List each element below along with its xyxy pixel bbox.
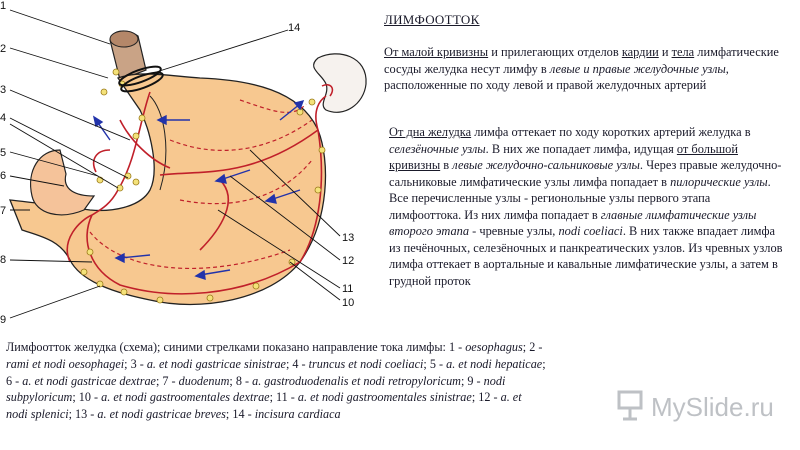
lymph-drainage-figure [0,0,370,340]
figure-label-7: 7 [0,205,7,217]
figure-label-9: 9 [0,314,7,326]
text-segment: селезёночные узлы [389,141,486,156]
text-segment: ; 10 - [72,390,102,405]
slide-title: ЛИМФООТТОК [384,12,480,27]
figure-label-4: 4 [0,112,7,124]
text-segment: ; 9 - [460,373,484,388]
figure-label-13: 13 [342,232,355,244]
text-segment: . В них также впадает лимфа из печёночных, селезёночных и панкреатических узлов. Из чревных узлов лимфа оттекает в аортальные и кавальные лимфатические узлы, а затем в грудной проток [389,224,783,288]
text-segment: ; 11 - [269,390,298,405]
paragraph-fundus-greater-curvature [389,124,785,289]
figure-label-12: 12 [342,255,355,267]
text-segment: a. et nodi gastricae sinistrae [146,356,286,371]
watermark-slide-icon [615,388,647,422]
figure-label-2: 2 [0,43,7,55]
text-segment: a. gastroduodenalis et nodi retropyloricum [252,373,461,388]
text-segment: пилорические узлы [670,174,768,189]
text-segment: ; 7 - [155,373,179,388]
text-segment: ; 3 - [124,356,147,371]
watermark-logo [615,388,780,428]
figure-label-5: 5 [0,147,7,159]
figure-label-11: 11 [342,283,354,295]
text-segment: a. et nodi gastricae dextrae [22,373,156,388]
text-segment: тела [671,45,695,59]
text-segment: ; 13 - [68,407,98,422]
text-segment: От дна желудка [389,125,472,139]
text-segment: incisura cardiaca [254,407,341,422]
text-segment: . В них же попадает лимфа, идущая [485,141,677,156]
figure-label-8: 8 [0,254,7,266]
text-segment: от большой кривизны [389,141,738,172]
text-segment: a. et nodi hepaticae [446,356,543,371]
text-segment: a. et nodi splenici [6,390,522,422]
text-segment: nodi coeliaci [558,224,623,238]
text-segment: , расположенные по ходу левой и правой желудочных артерий [384,61,729,92]
esophagus-opening [110,31,138,47]
text-segment: главные лимфатические узлы второго этапа [389,207,757,238]
text-segment: nodi subpyloricum [6,373,506,405]
text-segment: ; 12 - [471,390,501,405]
text-segment: левые желудочно-сальниковые узлы [452,158,640,172]
text-segment: ; 2 - [522,340,543,354]
text-segment: a. et nodi gastroomentales sinistrae [297,390,472,405]
text-segment: левые и правые желудочные узлы [549,61,726,76]
text-segment: ; 8 - [229,373,253,388]
text-segment: duodenum [178,373,230,388]
text-segment: и прилегающих отделов [488,45,622,59]
text-segment: rami et nodi oesophagei [6,356,125,371]
text-segment: truncus et nodi coeliaci [308,356,424,371]
figure-label-10: 10 [342,297,355,309]
text-segment: . Через правые желудочно-сальниковые лимфатические узлы лимфа попадает в [389,158,782,189]
duodenum-shape [31,150,94,215]
figure-caption [6,339,546,423]
text-segment: в [440,158,453,172]
text-segment: ; 14 - [225,407,255,422]
text-segment: лимфа оттекает по ходу коротких артерий желудка в [471,125,751,139]
figure-label-3: 3 [0,84,7,96]
text-segment: a. et nodi gastricae breves [97,407,226,422]
paragraph-lesser-curvature [384,44,784,94]
figure-label-6: 6 [0,170,7,182]
spleen-shape [314,54,366,112]
text-segment: и [658,45,672,59]
text-segment: . Все перечисленные узлы - регионольные узлы первого этапа лимфооттока. Из них лимфа попадает в [389,174,771,222]
text-segment: ; 6 - [6,356,546,388]
text-segment: кардии [621,45,659,59]
text-segment: Лимфоотток желудка (схема); синими стрелками показано направление тока лимфы: 1 - [6,340,466,354]
figure-label-14: 14 [288,22,301,34]
text-segment: ; 5 - [423,356,447,371]
text-segment: - чревные узлы, [469,224,559,238]
text-segment: От малой кривизны [384,45,489,59]
text-segment: oesophagus [465,340,523,354]
text-segment: ; 4 - [285,356,309,371]
text-segment: лимфатические сосуды желудка несут лимфу в [384,45,779,76]
text-segment: a. et nodi gastroomentales dextrae [101,390,270,405]
figure-label-1: 1 [0,0,7,12]
watermark-text: MySlide.ru [651,392,774,422]
